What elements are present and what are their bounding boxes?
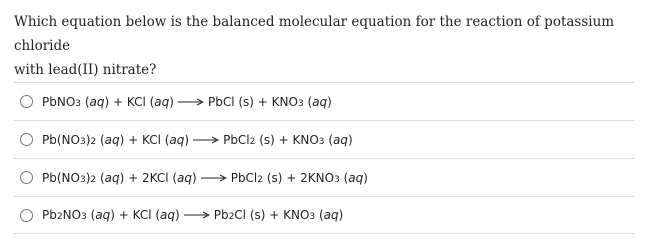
equation-text: ) bbox=[85, 170, 91, 185]
equation-text: ) + 2KCl ( bbox=[119, 170, 178, 185]
phase-label: aq bbox=[104, 132, 120, 147]
equation-text: ) + KCl ( bbox=[110, 208, 161, 222]
answer-option-2[interactable] bbox=[14, 120, 634, 158]
equation-text: ) bbox=[363, 170, 368, 185]
phase-label: aq bbox=[312, 94, 328, 109]
radio-button-3[interactable] bbox=[20, 171, 33, 184]
phase-label: aq bbox=[333, 132, 349, 147]
equation-text: ) bbox=[175, 208, 180, 222]
equation-text: ( bbox=[96, 132, 105, 147]
radio-button-1[interactable] bbox=[20, 95, 33, 108]
question-line-2: with lead(II) nitrate? bbox=[14, 62, 157, 78]
equation-1: PbNO 3 ( aq ) + KCl ( aq ) PbCl (s) + KNO 3 ( aq ) bbox=[42, 94, 332, 109]
reaction-arrow-icon bbox=[201, 171, 227, 185]
equation-text: ( bbox=[81, 94, 90, 109]
phase-label: aq bbox=[160, 208, 176, 222]
equation-text: ) bbox=[338, 208, 344, 222]
equation-text: PbCl bbox=[223, 132, 250, 147]
phase-label: aq bbox=[104, 170, 120, 185]
equation-text: (s) + KNO bbox=[255, 132, 319, 147]
equation-text: ) bbox=[85, 132, 91, 147]
answer-option-4[interactable] bbox=[14, 196, 634, 234]
answer-option-3[interactable] bbox=[14, 158, 634, 196]
phase-label: aq bbox=[95, 208, 111, 222]
equation-text: Pb(NO bbox=[42, 132, 80, 147]
equation-text: NO bbox=[62, 208, 82, 222]
radio-button-2[interactable] bbox=[20, 133, 33, 146]
equation-text: Pb bbox=[42, 208, 57, 222]
equation-text: ) bbox=[192, 170, 197, 185]
equation-text: (s) + 2KNO bbox=[263, 170, 335, 185]
equation-text: Pb(NO bbox=[42, 170, 80, 185]
reaction-arrow-icon bbox=[178, 95, 204, 109]
phase-label: aq bbox=[154, 94, 170, 109]
equation-2: Pb(NO 3 ) 2 ( aq ) + KCl ( aq ) PbCl 2 (s) + KNO 3 ( aq ) bbox=[42, 132, 353, 147]
equation-text: Cl (s) + KNO bbox=[234, 208, 310, 222]
equation-3: Pb(NO 3 ) 2 ( aq ) + 2KCl ( aq ) PbCl 2 (s) + 2KNO 3 ( aq ) bbox=[42, 170, 368, 185]
equation-text: ( bbox=[324, 132, 334, 147]
equation-4: Pb 2 NO 3 ( aq ) + KCl ( aq ) Pb 2 Cl (s) + KNO 3 ( aq ) bbox=[42, 208, 344, 222]
equation-text: ( bbox=[303, 94, 313, 109]
question-text bbox=[14, 10, 639, 82]
equation-text: ) bbox=[184, 132, 190, 147]
radio-button-4[interactable] bbox=[20, 209, 33, 222]
question-line-1: Which equation below is the balanced molecular equation for the reaction of potassium chloride bbox=[14, 14, 615, 54]
reaction-arrow-icon bbox=[184, 208, 210, 222]
equation-text: ( bbox=[315, 208, 324, 222]
equation-text: Pb bbox=[213, 208, 229, 222]
equation-text: ) bbox=[169, 94, 174, 109]
phase-label: aq bbox=[348, 170, 364, 185]
phase-label: aq bbox=[169, 132, 185, 147]
equation-text: ( bbox=[86, 208, 96, 222]
equation-text: PbCl (s) + KNO bbox=[207, 94, 298, 109]
answer-option-1[interactable] bbox=[14, 82, 634, 120]
equation-text: ) + KCl ( bbox=[119, 132, 170, 147]
phase-label: aq bbox=[323, 208, 339, 222]
equation-text: ) bbox=[348, 132, 353, 147]
equation-text: ( bbox=[96, 170, 105, 185]
equation-text: ) + KCl ( bbox=[104, 94, 155, 109]
equation-text: PbNO bbox=[42, 94, 76, 109]
equation-text: ) bbox=[327, 94, 332, 109]
reaction-arrow-icon bbox=[193, 133, 219, 147]
phase-label: aq bbox=[177, 170, 193, 185]
equation-text: PbCl bbox=[230, 170, 258, 185]
answer-options bbox=[14, 82, 634, 234]
phase-label: aq bbox=[89, 94, 105, 109]
equation-text: ( bbox=[339, 170, 349, 185]
